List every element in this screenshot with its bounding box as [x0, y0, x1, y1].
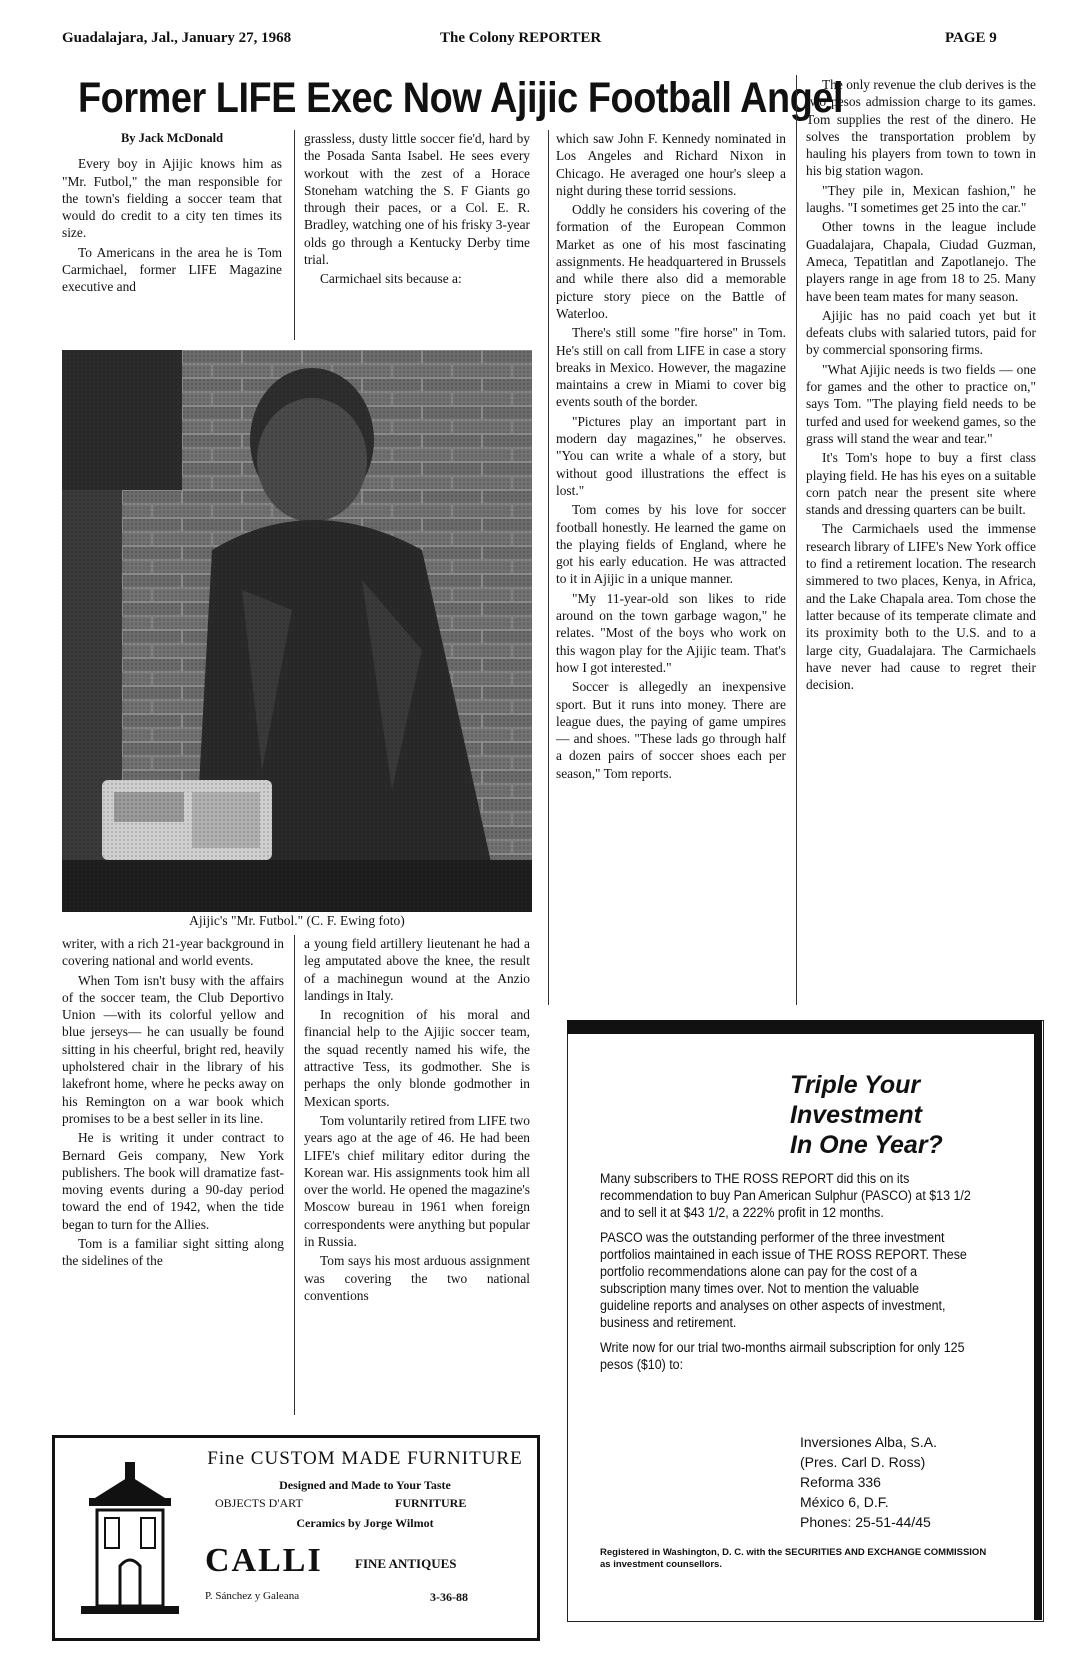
column-rule: [294, 130, 295, 340]
paragraph: Soccer is allegedly an inexpensive sport. But it runs into money. There are league dues, the paying of game umpires — and shoes. "These lads go through half a dozen pairs of soccer shoes each per season," Tom reports.: [556, 679, 786, 781]
ad-ross-paragraph: Write now for our trial two-months airmail subscription for only 125 pesos ($10) to:: [600, 1340, 965, 1372]
paragraph: Oddly he considers his covering of the formation of the European Common Market as one of his most fascinating assignments. He headquartered in Brussels and while there also did a memorable picture story piece on the Battle of Waterloo.: [556, 202, 786, 321]
paragraph: Tom comes by his love for soccer football honestly. He learned the game on the playing fields of England, where he got his early education. He was attracted to it in Ajijic in a unique manner.: [556, 502, 786, 587]
ad-border-bar: [567, 1020, 1042, 1034]
paragraph: Tom is a familiar sight sitting along the sidelines of the: [62, 1236, 284, 1269]
ad-ross-address-line: Inversiones Alba, S.A.: [800, 1434, 937, 1450]
paragraph: writer, with a rich 21-year background in covering national and world events.: [62, 936, 284, 969]
paragraph: which saw John F. Kennedy nominated in Los Angeles and Richard Nixon in Chicago. He averaged one hour's sleep a night during these torrid sessions.: [556, 131, 786, 198]
ad-ross-headline: [790, 1070, 943, 1160]
paragraph: "Pictures play an important part in modern day magazines," he observes. "You can write a whale of a story, but without good illustrations the effect is lost.": [556, 413, 786, 498]
ad-ross-body: [600, 1170, 972, 1381]
paragraph: Carmichael sits because a:: [320, 271, 462, 287]
article-column-1-top: [62, 130, 282, 298]
paragraph: Every boy in Ajijic knows him as "Mr. Futbol," the man responsible for the town's fielding a soccer team that would do credit to a city ten times its size.: [62, 156, 282, 241]
ad-ross-title-line: Triple Your: [790, 1071, 921, 1099]
paragraph: "What Ajijic needs is two fields — one for games and the other to practice on," says Tom. "The playing field needs to be turfed and used for weekend games, so the grass will stand the wear and tear.": [806, 361, 1036, 446]
paragraph: To Americans in the area he is Tom Carmichael, former LIFE Magazine executive and: [62, 244, 282, 295]
masthead-date: Guadalajara, Jal., January 27, 1968: [62, 30, 292, 46]
masthead-page-number: PAGE 9: [945, 30, 997, 46]
column-rule: [796, 75, 797, 1005]
paragraph: Ajijic has no paid coach yet but it defeats clubs with salaried tutors, paid for by commercial sponsoring firms.: [806, 307, 1036, 358]
ad-furniture-furniture: FURNITURE: [395, 1496, 467, 1510]
ad-ross-address-line: Reforma 336: [800, 1474, 881, 1490]
article-photo: [62, 350, 532, 912]
ad-furniture-brand: CALLI: [205, 1542, 323, 1579]
paragraph: When Tom isn't busy with the affairs of the soccer team, the Club Deportivo Union —with its colorful yellow and blue jerseys— he can usually be found sitting in his cheerful, bright red, heavily upholstered chair in the library of his lakefront home, where he pecks away on his Remington on a war book which promises to be a best seller in its line.: [62, 972, 284, 1126]
article-column-3: [556, 130, 786, 784]
column-rule: [548, 130, 549, 1005]
masthead-paper-name: The Colony REPORTER: [440, 30, 602, 46]
advertisement-calli-furniture: [52, 1435, 540, 1641]
ad-ross-address-line: Phones: 25-51-44/45: [800, 1514, 931, 1530]
ad-furniture-objects: OBJECTS D'ART: [215, 1496, 303, 1510]
paragraph: The only revenue the club derives is the two pesos admission charge to its games. Tom supplies the rest of the dinero. He solves the transportation problem by hauling his players from town to town in his big station wagon.: [806, 77, 1036, 179]
paragraph: There's still some "fire horse" in Tom. He's still on call from LIFE in case a story breaks in Mexico. However, the magazine maintains a crew in Miami to cover big events south of the border.: [556, 325, 786, 410]
paragraph: The Carmichaels used the immense research library of LIFE's New York office to find a retirement location. The research simmered to two places, Kenya, in Africa, and the Lake Chapala area. Tom chose the latter because of its temperate climate and its proximity both to the U.S. and to a large city, Guadalajara. The Carmichaels have never had cause to regret their decision.: [806, 521, 1036, 693]
paragraph: a young field artillery lieutenant he had a leg amputated above the knee, the result of a machinegun wound at the Anzio landings in Italy.: [304, 936, 530, 1003]
article-byline: By Jack McDonald: [120, 131, 224, 145]
ad-furniture-address: P. Sánchez y Galeana: [205, 1590, 300, 1602]
paragraph: Tom says his most arduous assignment was covering the two national conventions: [304, 1253, 530, 1303]
ad-ross-paragraph: PASCO was the outstanding performer of the three investment portfolios maintained in each issue of THE ROSS REPORT. These portfolio recommendations alone can pay for the cost of a subscription many times over. Not to mention the valuable guideline reports and analyses on other aspects of investment, business and retirement.: [600, 1230, 967, 1330]
building-illustration-icon: [75, 1458, 185, 1618]
photo-mr-futbol-image: [62, 350, 532, 912]
article-column-4: [806, 76, 1036, 695]
paragraph: Other towns in the league include Guadalajara, Chapala, Ciudad Guzman, Ameca, Tepatitlan and Zapotlanejo. The players range in age from 18 to 25. Many have been team mates for many season.: [806, 219, 1036, 304]
article-column-2-top: [304, 130, 530, 290]
paragraph: "My 11-year-old son likes to ride around on the town garbage wagon," he relates. "Most of the boys who work on this wagon play for the Ajijic team. That's how I got interested.": [556, 590, 786, 675]
paragraph: He is writing it under contract to Bernard Geis company, New York publishers. The book will dramatize fast-moving events during a 90-day period toward the end of 1942, when the tide began to turn for the Allies.: [62, 1130, 284, 1232]
masthead: [0, 30, 1074, 52]
ad-border-bar: [1034, 1034, 1042, 1620]
ad-ross-address: [800, 1432, 937, 1532]
paragraph: It's Tom's hope to buy a first class playing field. He has his eyes on a suitable corn patch near the present site where stands and dressing quarters can be built.: [806, 450, 1036, 518]
ad-ross-footer: Registered in Washington, D. C. with the SECURITIES AND EXCHANGE COMMISSION as investment counsellors.: [600, 1547, 987, 1570]
article-headline: Former LIFE Exec Now Ajijic Football Angel: [78, 74, 844, 122]
ad-furniture-tagline: Designed and Made to Your Taste: [279, 1478, 451, 1492]
paragraph: grassless, dusty little soccer fie'd, hard by the Posada Santa Isabel. He sees every workout with the zest of a Horace Stoneham watching the S. F Giants go through their paces, or a Col. E. R. Bradley, watching one of his frisky 3-year olds go through a Kentucky Derby time trial.: [304, 131, 530, 268]
ad-furniture-phone: 3-36-88: [430, 1590, 468, 1604]
paragraph: Tom voluntarily retired from LIFE two years ago at the age of 46. He had been LIFE's chief military editor during the Korean war. His assignments took him all over the world. He opened the magazine's Moscow bureau in 1961 when foreign correspondents were anything but popular in Russia.: [304, 1112, 530, 1250]
article-column-2-bottom: [304, 935, 530, 1306]
paragraph: In recognition of his moral and financial help to the Ajijic soccer team, the squad recently named his wife, the attractive Tess, its godmother. She is perhaps the only blonde godmother in Mexican sports.: [304, 1007, 530, 1109]
article-column-1-bottom: [62, 935, 284, 1272]
ad-furniture-ceramics: Ceramics by Jorge Wilmot: [296, 1516, 434, 1530]
ad-ross-title-line: Investment: [790, 1101, 922, 1129]
ad-ross-title-line: In One Year?: [790, 1131, 943, 1159]
paragraph: "They pile in, Mexican fashion," he laughs. "I sometimes get 25 into the car.": [806, 182, 1036, 216]
ad-ross-address-line: México 6, D.F.: [800, 1494, 889, 1510]
ad-ross-paragraph: Many subscribers to THE ROSS REPORT did this on its recommendation to buy Pan American Sulphur (PASCO) at $13 1/2 and to sell it at $43 1/2, a 222% profit in 12 months.: [600, 1171, 971, 1220]
column-rule: [294, 935, 295, 1415]
ad-ross-address-line: (Pres. Carl D. Ross): [800, 1454, 926, 1470]
photo-caption: Ajijic's "Mr. Futbol." (C. F. Ewing foto): [189, 913, 405, 928]
ad-furniture-antiques: FINE ANTIQUES: [355, 1556, 457, 1571]
ad-furniture-headline: Fine CUSTOM MADE FURNITURE: [207, 1448, 523, 1469]
